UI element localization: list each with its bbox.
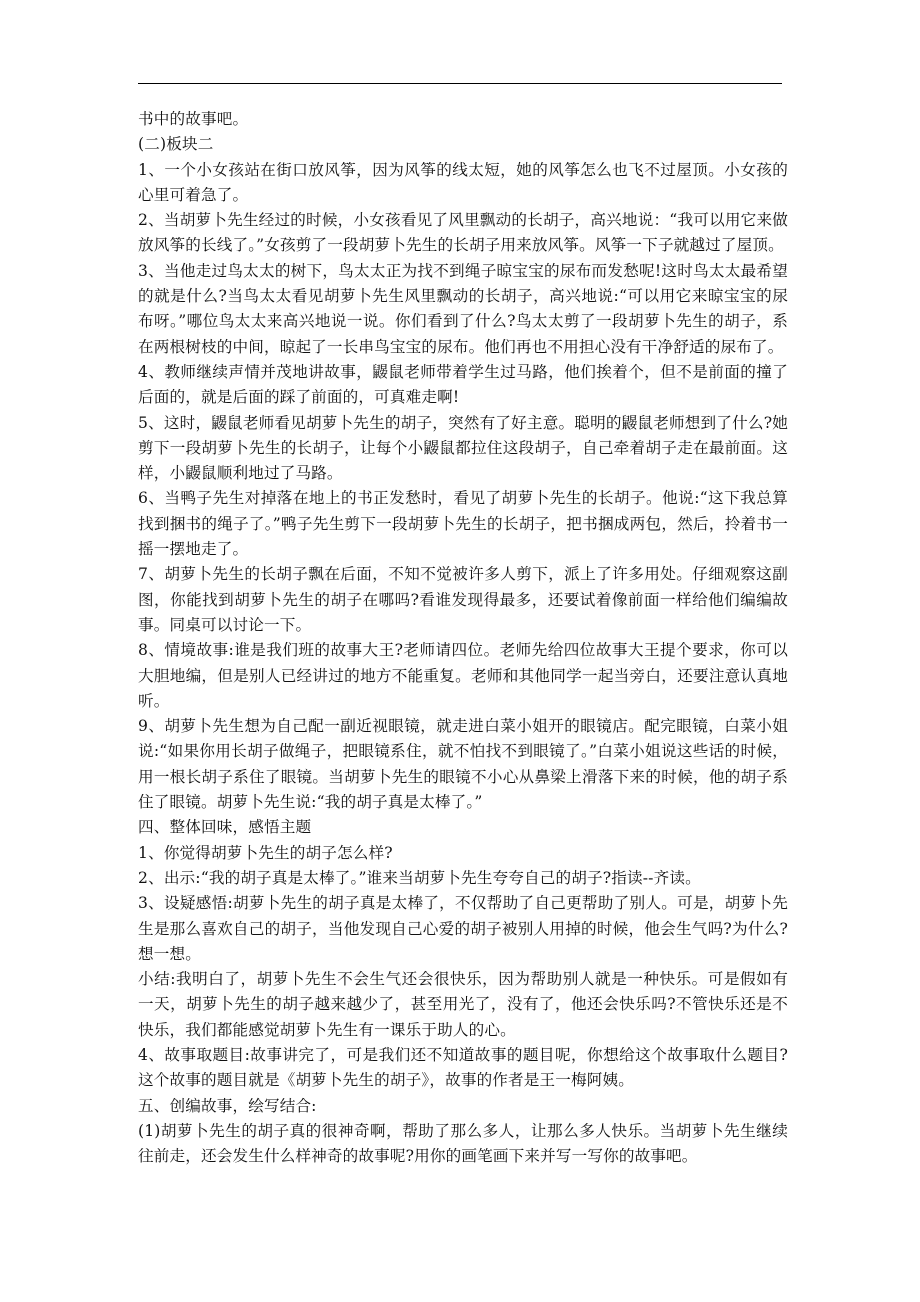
paragraph: (1)胡萝卜先生的胡子真的很神奇啊，帮助了那么多人，让那么多人快乐。当胡萝卜先生继续往前走，还会发生什么样神奇的故事呢?用你的画笔画下来并写一写你的故事吧。 xyxy=(138,1121,788,1166)
paragraph: 3、当他走过鸟太太的树下，鸟太太正为找不到绳子晾宝宝的尿布而发愁呢!这时鸟太太最希望的就是什么?当鸟太太看见胡萝卜先生风里飘动的长胡子，高兴地说:“可以用它来晾宝宝的尿布呀。”哪位鸟太太来高兴地说一说。你们看到了什么?鸟太太剪了一段胡萝卜先生的胡子，系在两根树枝的中间，晾起了一长串鸟宝宝的尿布。他们再也不用担心没有干净舒适的尿布了。 xyxy=(138,261,788,356)
paragraph: 6、当鸭子先生对掉落在地上的书正发愁时，看见了胡萝卜先生的长胡子。他说:“这下我总算找到捆书的绳子了。”鸭子先生剪下一段胡萝卜先生的长胡子，把书捆成两包，然后，拎着书一摇一摆地走了。 xyxy=(138,489,788,559)
paragraph: 4、故事取题目:故事讲完了，可是我们还不知道故事的题目呢，你想给这个故事取什么题目?这个故事的题目就是《胡萝卜先生的胡子》，故事的作者是王一梅阿姨。 xyxy=(138,1045,788,1090)
section-heading: (二)板块二 xyxy=(138,135,214,154)
paragraph: 8、情境故事:谁是我们班的故事大王?老师请四位。老师先给四位故事大王提个要求，你可以大胆地编，但是别人已经讲过的地方不能重复。老师和其他同学一起当旁白，还要注意认真地听。 xyxy=(138,641,788,710)
paragraph: 书中的故事吧。 xyxy=(138,110,249,128)
header-rule xyxy=(138,83,782,84)
paragraph: 7、胡萝卜先生的长胡子飘在后面，不知不觉被许多人剪下，派上了许多用处。仔细观察这副图，你能找到胡萝卜先生的胡子在哪吗?看谁发现得最多，还要试着像前面一样给他们编编故事。同桌可以讨论一下。 xyxy=(138,565,788,634)
paragraph: 5、这时，鼹鼠老师看见胡萝卜先生的胡子，突然有了好主意。聪明的鼹鼠老师想到了什么?她剪下一段胡萝卜先生的长胡子，让每个小鼹鼠都拉住这段胡子，自己牵着胡子走在最前面。这样，小鼹鼠顺利地过了马路。 xyxy=(138,413,788,483)
section-heading: 四、整体回味，感悟主题 xyxy=(138,818,312,837)
paragraph: 3、设疑感悟:胡萝卜先生的胡子真是太棒了，不仅帮助了自己更帮助了别人。可是，胡萝卜先生是那么喜欢自己的胡子，当他发现自己心爱的胡子被别人用掉的时候，他会生气吗?为什么?想一想。 xyxy=(138,894,788,963)
paragraph: 2、出示:“我的胡子真是太棒了。”谁来当胡萝卜先生夸夸自己的胡子?指读--齐读。 xyxy=(138,868,701,887)
paragraph: 1、你觉得胡萝卜先生的胡子怎么样? xyxy=(138,843,393,862)
section-heading: 五、创编故事，绘写结合: xyxy=(138,1096,317,1115)
paragraph: 小结:我明白了，胡萝卜先生不会生气还会很快乐，因为帮助别人就是一种快乐。可是假如有一天，胡萝卜先生的胡子越来越少了，甚至用光了，没有了，他还会快乐吗?不管快乐还是不快乐，我们都能感觉胡萝卜先生有一课乐于助人的心。 xyxy=(138,970,788,1039)
paragraph: 9、胡萝卜先生想为自己配一副近视眼镜，就走进白菜小姐开的眼镜店。配完眼镜，白菜小姐说:“如果你用长胡子做绳子，把眼镜系住，就不怕找不到眼镜了。”白菜小姐说这些话的时候，用一根长胡子系住了眼镜。当胡萝卜先生的眼镜不小心从鼻梁上滑落下来的时候，他的胡子系住了眼镜。胡萝卜先生说:“我的胡子真是太棒了。” xyxy=(138,717,788,812)
paragraph: 2、当胡萝卜先生经过的时候，小女孩看见了风里飘动的长胡子，高兴地说：“我可以用它来做放风筝的长线了。”女孩剪了一段胡萝卜先生的长胡子用来放风筝。风筝一下子就越过了屋顶。 xyxy=(138,211,788,255)
paragraph: 1、一个小女孩站在街口放风筝，因为风筝的线太短，她的风筝怎么也飞不过屋顶。小女孩的心里可着急了。 xyxy=(138,160,788,204)
paragraph: 4、教师继续声情并茂地讲故事，鼹鼠老师带着学生过马路，他们挨着个，但不是前面的撞了后面的，就是后面的踩了前面的，可真难走啊! xyxy=(138,362,788,407)
document-body xyxy=(138,107,788,1169)
